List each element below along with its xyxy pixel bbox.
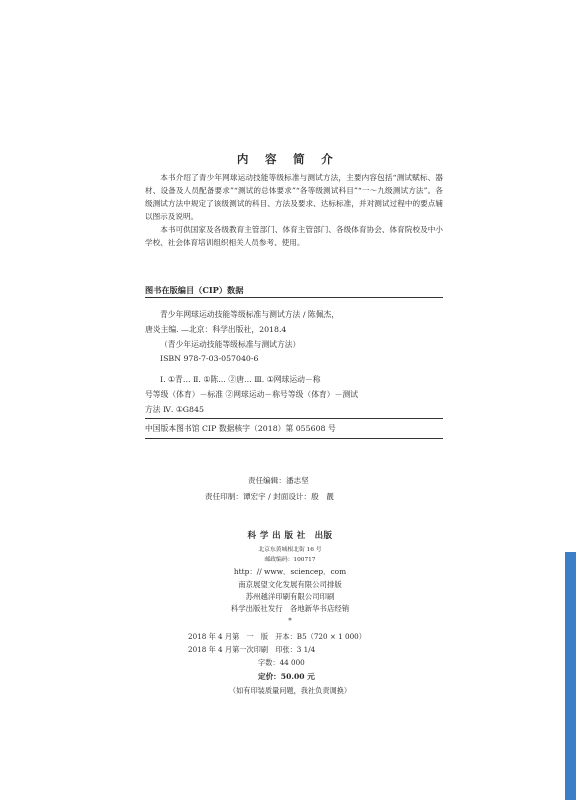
intro-text [145,171,443,249]
cip-library-record: 中国版本图书馆 CIP 数据核字（2018）第 055608 号 [145,424,336,433]
intro-paragraph-1: 本书介绍了青少年网球运动技能等级标准与测试方法，主要内容包括“测试赋标、器材、设备及人员配备要求”“测试的总体要求”“各等级测试科目”“一～九级测试方法”。各级测试方法中规定了该级测试的科目、方法及要求、达标标准，并对测试过程中的要点辅以图示及说明。 [145,173,443,221]
cip-bottom-rule [145,438,443,439]
cip-middle-rule [145,418,443,419]
publisher-website: http：// www．sciencep．com [233,567,347,576]
ornament-star: * [288,617,292,625]
cip-heading: 图书在版编目（CIP）数据 [145,285,244,295]
price: 定价：50.00 元 [258,672,315,681]
blue-edge-tab [565,552,576,800]
cip-entry-line-1: 青少年网球运动技能等级标准与测试方法 / 陈佩杰， [160,310,340,319]
edition-line-2: 2018 年 4 月第一次印刷 印张：3 1/4 [188,645,316,654]
printer: 苏州越洋印刷有限公司印刷 [245,592,335,601]
publisher-address: 北京东黄城根北街 16 号 [258,547,322,553]
cip-classification-line-1: Ⅰ. ①青… Ⅱ. ①陈… ②唐… Ⅲ. ①网球运动－称 [160,375,321,384]
typesetter: 南京展望文化发展有限公司排版 [238,580,342,589]
cip-isbn: ISBN 978-7-03-057040-6 [160,354,259,363]
page-title: 内 容 简 介 [236,152,340,166]
publisher-postcode: 邮政编码：100717 [264,557,316,563]
publisher-name: 科 学 出 版 社 出版 [247,531,333,541]
responsible-editor: 责任编辑：潘志坚 [248,476,309,485]
cip-classification-line-2: 号等级（体育）－标准 ②网球运动－称号等级（体育）－测试 [145,390,358,399]
cip-top-rule [145,297,443,298]
intro-paragraph-2: 本书可供国家及各级教育主管部门、体育主管部门、各级体育协会、体育院校及中小学校、社会体育培训组织相关人员参考、使用。 [145,225,443,247]
cip-series: （青少年运动技能等级标准与测试方法） [160,340,301,349]
production-credits: 责任印制：谭宏宇 / 封面设计：殷 靓 [205,492,334,501]
cip-entry-line-2: 唐炎主编. —北京：科学出版社，2018.4 [145,325,287,334]
word-count: 字数：44 000 [258,658,305,667]
distributor: 科学出版社发行 各地新华书店经销 [230,604,350,613]
quality-note: （如有印装质量问题，我社负责调换） [228,686,352,695]
edition-line-1: 2018 年 4 月第 一 版 开本：B5（720 × 1 000） [188,632,366,641]
cip-classification-line-3: 方法 Ⅳ. ①G845 [145,405,204,414]
